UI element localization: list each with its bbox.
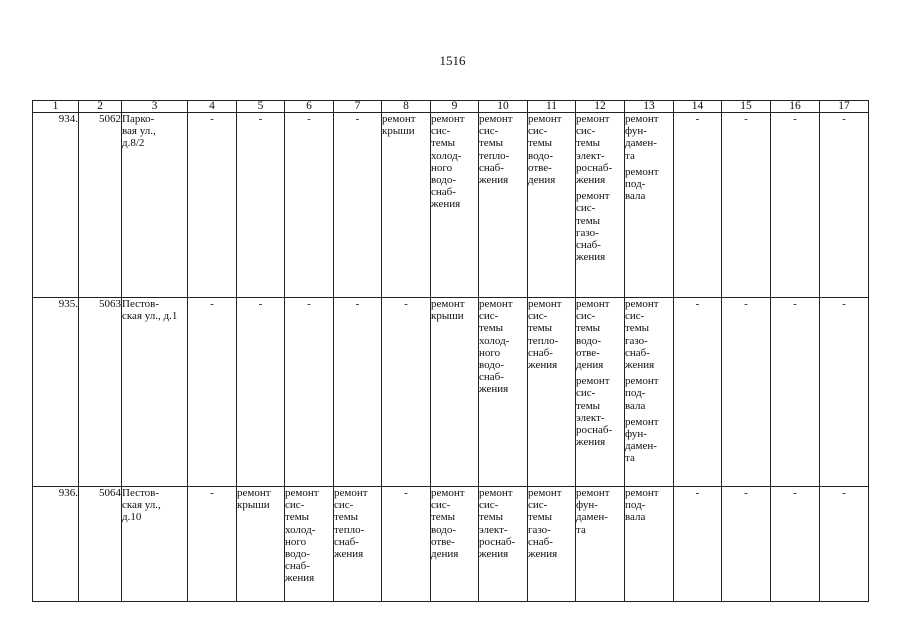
empty-cell: - [237, 113, 285, 298]
empty-cell: - [820, 487, 869, 602]
repair-work-cell [382, 113, 431, 298]
repair-work-entry: ремонт сис- темы холод- ного водо- снаб- жения [431, 113, 465, 211]
repair-work-entry: ремонт фун- дамен- та [625, 415, 659, 465]
empty-cell: - [771, 113, 820, 298]
empty-cell: - [674, 487, 722, 602]
repair-work-entry: ремонт под- вала [625, 165, 659, 203]
repair-work-cell [625, 487, 674, 602]
column-header-11: 11 [528, 101, 576, 113]
repair-work-cell [576, 487, 625, 602]
repair-work-cell [479, 487, 528, 602]
building-address: Пестов- ская ул., д.1 [122, 298, 188, 487]
column-header-7: 7 [334, 101, 382, 113]
repair-work-entry: ремонт сис- темы тепло- снаб- жения [479, 113, 513, 187]
column-header-4: 4 [188, 101, 237, 113]
repair-work-entry: ремонт сис- темы газо- снаб- жения [625, 298, 659, 372]
repair-work-cell [237, 487, 285, 602]
empty-cell: - [382, 298, 431, 487]
empty-cell: - [285, 113, 334, 298]
column-header-5: 5 [237, 101, 285, 113]
empty-cell: - [722, 113, 771, 298]
empty-cell: - [188, 487, 237, 602]
repair-work-entry: ремонт фун- дамен- та [625, 113, 659, 162]
column-header-6: 6 [285, 101, 334, 113]
empty-cell: - [771, 487, 820, 602]
building-address: Парко- вая ул., д.8/2 [122, 113, 188, 298]
empty-cell: - [820, 113, 869, 298]
empty-cell: - [722, 487, 771, 602]
empty-cell: - [722, 298, 771, 487]
repair-work-cell [479, 298, 528, 487]
building-code: 5063 [79, 298, 122, 487]
repair-work-entry: ремонт под- вала [625, 375, 659, 412]
column-header-3: 3 [122, 101, 188, 113]
repair-work-cell [431, 487, 479, 602]
empty-cell: - [674, 298, 722, 487]
column-header-12: 12 [576, 101, 625, 113]
table-row [33, 487, 869, 602]
repair-work-entry: ремонт сис- темы газо- снаб- жения [528, 487, 562, 561]
repair-work-cell [576, 113, 625, 298]
column-header-16: 16 [771, 101, 820, 113]
repair-work-entry: ремонт сис- темы холод- ного водо- снаб- жения [285, 487, 319, 585]
column-header-13: 13 [625, 101, 674, 113]
column-header-10: 10 [479, 101, 528, 113]
column-header-1: 1 [33, 101, 79, 113]
repair-work-entry: ремонт крыши [431, 298, 465, 323]
empty-cell: - [820, 298, 869, 487]
column-header-8: 8 [382, 101, 431, 113]
repair-work-cell [625, 113, 674, 298]
repair-work-entry: ремонт фун- дамен- та [576, 487, 610, 536]
column-header-15: 15 [722, 101, 771, 113]
row-number: 934. [33, 113, 79, 298]
repair-work-entry: ремонт сис- темы элект- роснаб- жения [576, 375, 613, 449]
building-address: Пестов- ская ул., д.10 [122, 487, 188, 602]
repair-work-entry: ремонт сис- темы водо- отве- дения [528, 113, 562, 187]
repair-work-cell [528, 298, 576, 487]
table-row [33, 113, 869, 298]
repair-work-cell [625, 298, 674, 487]
row-number: 935. [33, 298, 79, 487]
column-header-14: 14 [674, 101, 722, 113]
empty-cell: - [674, 113, 722, 298]
repair-work-cell [285, 487, 334, 602]
repair-work-entry: ремонт сис- темы холод- ного водо- снаб- жения [479, 298, 513, 396]
repair-work-cell [528, 113, 576, 298]
repair-work-cell [528, 487, 576, 602]
empty-cell: - [334, 113, 382, 298]
building-code: 5062 [79, 113, 122, 298]
building-code: 5064 [79, 487, 122, 602]
table-row [33, 298, 869, 487]
page-number: 1516 [439, 53, 466, 68]
empty-cell: - [188, 113, 237, 298]
repair-work-entry: ремонт под- вала [625, 487, 659, 524]
repair-work-entry: ремонт сис- темы газо- снаб- жения [576, 190, 610, 264]
empty-cell: - [188, 298, 237, 487]
empty-cell: - [382, 487, 431, 602]
repair-schedule-table [32, 100, 869, 602]
empty-cell: - [771, 298, 820, 487]
column-number-header-row [33, 101, 869, 113]
column-header-17: 17 [820, 101, 869, 113]
empty-cell: - [285, 298, 334, 487]
empty-cell: - [237, 298, 285, 487]
repair-work-entry: ремонт крыши [237, 487, 271, 512]
repair-work-cell [479, 113, 528, 298]
repair-work-cell [576, 298, 625, 487]
repair-work-cell [431, 113, 479, 298]
repair-work-entry: ремонт крыши [382, 113, 416, 138]
empty-cell: - [334, 298, 382, 487]
repair-work-cell [334, 487, 382, 602]
column-header-9: 9 [431, 101, 479, 113]
repair-work-entry: ремонт сис- темы элект- роснаб- жения [576, 113, 613, 187]
repair-work-entry: ремонт сис- темы тепло- снаб- жения [528, 298, 562, 372]
repair-work-cell [431, 298, 479, 487]
row-number: 936. [33, 487, 79, 602]
repair-work-entry: ремонт сис- темы элект- роснаб- жения [479, 487, 516, 561]
repair-work-entry: ремонт сис- темы водо- отве- дения [576, 298, 610, 372]
column-header-2: 2 [79, 101, 122, 113]
repair-work-entry: ремонт сис- темы водо- отве- дения [431, 487, 465, 561]
repair-work-entry: ремонт сис- темы тепло- снаб- жения [334, 487, 368, 561]
